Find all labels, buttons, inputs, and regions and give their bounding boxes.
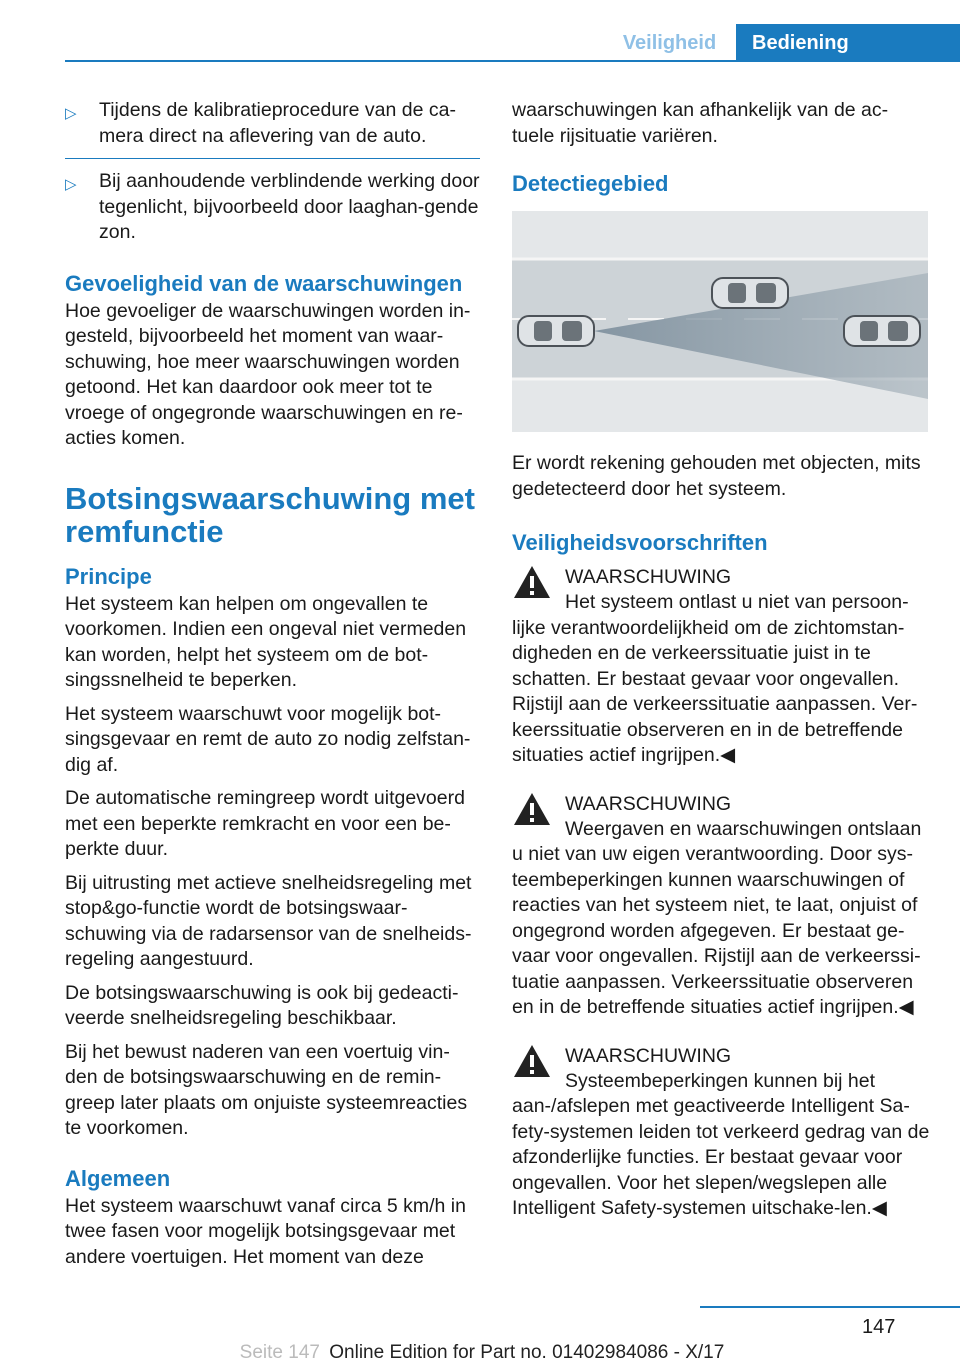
continuation-text: waarschuwingen kan afhankelijk van de ac-tuele rijsituatie variëren. [512, 99, 889, 147]
warning-body: Systeembeperkingen kunnen bij het aan-/afslepen met geactiveerde Intelligent Sa-fety-systemen leiden tot verkeerd gedrag van de afzonderlijke functies. Er bestaat gevaar voor ongevallen. Voor het slepen/wegslepen alle Intelligent Safety-systemen uitschake-len.◀ [512, 1069, 930, 1219]
warning-body: Het systeem ontlast u niet van persoon-lijke verantwoordelijkheid om de zichtomstan-digheden en de verkeerssituatie juist in te schatten. Er bestaat gevaar voor ongevallen. Rijstijl aan de verkeerssituatie aanpassen. Ver-keerssituatie observeren en in de betreffende situaties actief ingrijpen.◀ [512, 591, 918, 766]
heading-principle: Principe [65, 563, 152, 589]
car-icon [712, 278, 788, 308]
right-column [512, 98, 930, 1222]
heading-detection: Detectiegebied [512, 171, 669, 196]
condition-list [65, 98, 480, 255]
page-title: Botsingswaarschuwing met remfunctie [65, 480, 475, 549]
warning-triangle-icon [512, 1043, 552, 1079]
header-tab-veiligheid[interactable]: Veiligheid [622, 32, 717, 54]
warning-title: WAARSCHUWING [565, 792, 732, 815]
warning-block [512, 1043, 930, 1222]
general-text: Het systeem waarschuwt vanaf circa 5 km/h in twee fasen voor mogelijk botsingsgevaar met andere voertuigen. Het moment van deze [65, 1194, 466, 1268]
footer-edition-text: Online Edition for Part no. 01402984086 - X/17 [329, 1342, 725, 1363]
car-icon [518, 316, 594, 346]
detection-area-illustration [512, 211, 930, 437]
warning-title: WAARSCHUWING [565, 1044, 732, 1067]
heading-general: Algemeen [65, 1165, 171, 1191]
principle-paragraph: Het systeem waarschuwt voor mogelijk bot-singsgevaar en remt de auto zo nodig zelfstan-dig af. [65, 702, 471, 776]
heading-sensitivity: Gevoeligheid van de waarschuwingen [65, 270, 463, 296]
heading-safety: Veiligheidsvoorschriften [512, 530, 768, 555]
list-item: ▷ Bij aanhoudende verblindende werking door tegenlicht, bijvoorbeeld door laaghan-gende zon. [65, 170, 480, 243]
principle-paragraph: Bij het bewust naderen van een voertuig vin-den de botsingswaarschuwing en de remin-greep later plaats om onjuiste systeemreacties te voorkomen. [65, 1040, 468, 1139]
car-icon [844, 316, 920, 346]
header-divider [65, 60, 960, 62]
footer-divider [700, 1306, 960, 1308]
list-item: ▷ Tijdens de kalibratieprocedure van de ca-mera direct na aflevering van de auto. [65, 98, 480, 159]
detection-area-svg [512, 211, 928, 432]
warning-block [512, 564, 930, 769]
header-tab-bediening[interactable]: Bediening [736, 24, 960, 62]
principle-paragraph: De automatische remingreep wordt uitgevoerd met een beperkte remkracht en voor een be-perkte duur. [65, 787, 465, 860]
left-column [65, 98, 480, 1278]
warning-title: WAARSCHUWING [565, 566, 732, 588]
principle-paragraph: De botsingswaarschuwing is ook bij gedeacti-veerde snelheidsregeling beschikbaar. [65, 981, 459, 1029]
detection-caption: Er wordt rekening gehouden met objecten, mits gedetecteerd door het systeem. [512, 452, 921, 500]
principle-paragraph: Het systeem kan helpen om ongevallen te voorkomen. Indien een ongeval niet vermeden kan worden, helpt het systeem om de bot-singssnelheid te beperken. [65, 592, 467, 691]
sensitivity-text: Hoe gevoeliger de waarschuwingen worden in-gesteld, bijvoorbeeld het moment van waar-schuwing, hoe meer waarschuwingen worden getoond. Het kan daardoor ook meer tot te vroege of ongegronde waarschuwingen en re-acties komen. [65, 299, 471, 449]
warning-triangle-icon [512, 791, 552, 827]
triangle-bullet-icon: ▷ [65, 176, 77, 193]
warning-body: Weergaven en waarschuwingen ontslaan u niet van uw eigen verantwoording. Door sys-teembeperkingen kunnen waarschuwingen of reacties van het systeem niet, te laat, onjuist of ongegrond worden afgegeven. Er bestaat ge-vaar voor ongevallen. Rijstijl aan de verkeerssi-tuatie aanpassen. Verkeerssituatie observeren en in de betreffende situaties actief ingrijpen.◀ [512, 817, 922, 1018]
principle-paragraph: Bij uitrusting met actieve snelheidsregeling met stop&go-functie wordt de botsingswaar-schuwing via de radarsensor van de snelheids-regeling aangestuurd. [65, 871, 472, 970]
footer-watermark: Seite 147 [239, 1342, 320, 1363]
page-number: 147 [862, 1316, 896, 1338]
footer-edition [0, 1342, 960, 1364]
triangle-bullet-icon: ▷ [65, 105, 77, 122]
warning-triangle-icon [512, 564, 552, 600]
warning-block [512, 791, 930, 1021]
